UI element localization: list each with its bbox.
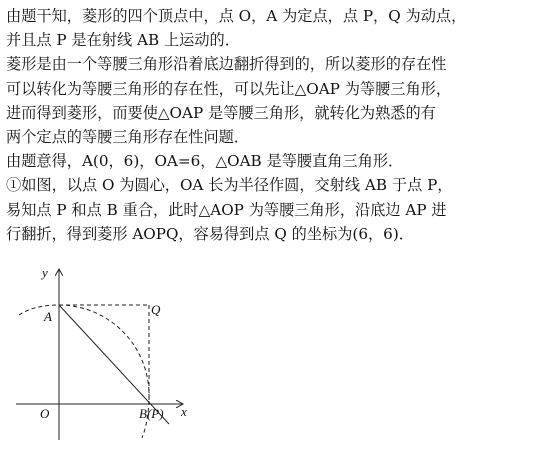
label-y: y [42, 265, 48, 280]
text-line: 由题意得，A(0，6)，OA=6，△OAB 是等腰直角三角形． [6, 152, 404, 171]
circle-arc [19, 305, 149, 438]
text-line: 并且点 P 是在射线 AB 上运动的． [6, 31, 240, 50]
geometry-figure [0, 262, 200, 450]
label-Q: Q [151, 302, 161, 317]
text-line: 行翻折，得到菱形 AOPQ，容易得到点 Q 的坐标为(6，6)． [6, 224, 414, 243]
label-A: A [44, 309, 52, 324]
text-line: 易知点 P 和点 B 重合，此时△AOP 为等腰三角形，沿底边 AP 进 [6, 200, 447, 219]
text-line: 可以转化为等腰三角形的存在性，可以先让△OAP 为等腰三角形， [6, 79, 452, 98]
text-line: 两个定点的等腰三角形存在性问题． [6, 127, 249, 146]
figure-svg [0, 262, 200, 450]
text-line: 进而得到菱形，而要使△OAP 是等腰三角形，就转化为熟悉的有 [6, 103, 436, 122]
text-line: ①如图，以点 O 为圆心，OA 长为半径作圆，交射线 AB 于点 P， [6, 176, 453, 195]
label-BP: B(P) [139, 406, 164, 421]
label-O: O [40, 406, 50, 421]
label-x: x [181, 404, 187, 419]
text-line: 菱形是由一个等腰三角形沿着底边翻折得到的，所以菱形的存在性 [6, 55, 447, 74]
text-line: 由题干知，菱形的四个顶点中，点 O，A 为定点，点 P，Q 为动点， [6, 7, 467, 25]
solution-text [6, 4, 534, 246]
